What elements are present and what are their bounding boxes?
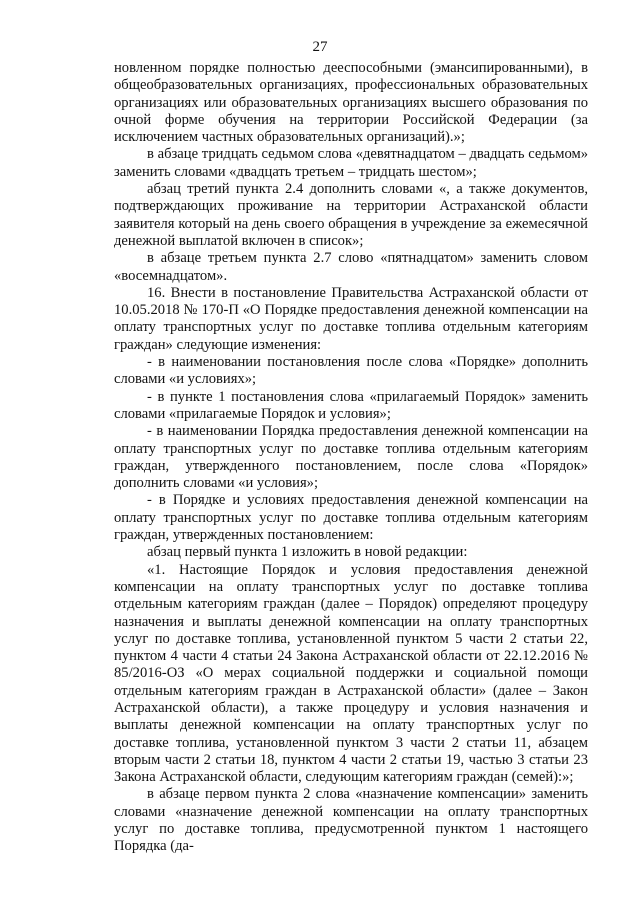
paragraph-new-edition-intro: абзац первый пункта 1 изложить в новой редакции: [147,544,468,561]
paragraph-amendment-2-4: абзац третий пункта 2.4 дополнить словами «, а также документов, подтверждающих проживание на территории Астраханской области заявителя который на день своего обращения в учреждение за ежемесячной денежной выплатой включен в список»; [114,181,588,249]
paragraph-item-16: 16. Внести в постановление Правительства Астраханской области от 10.05.2018 № 170-П «О Порядке предоставления денежной компенсации на оплату транспортных услуг по доставке топлива отдельным категориям граждан» следующие изменения: [114,284,588,353]
paragraph-bullet-3: - в наименовании Порядка предоставления денежной компенсации на оплату транспортных услуг по доставке топлива отдельным категориям граждан, утвержденного постановлением, после слова «Порядок» дополнить словами «и условия»; [114,423,588,492]
paragraph-item-2-amendment: в абзаце первом пункта 2 слова «назначение компенсации» заменить словами «назначение денежной компенсации на оплату транспортных услуг по доставке топлива, предусмотренной пунктом 1 настоящего Порядка (да- [114,786,588,855]
page-number: 27 [312,39,328,55]
paragraph-amendment-37: в абзаце тридцать седьмом слова «девятнадцатом – двадцать седьмом» заменить словами «двадцать третьем – тридцать шестом»; [114,146,588,180]
paragraph-bullet-1: - в наименовании постановления после слова «Порядке» дополнить словами «и условиях»; [114,354,588,388]
paragraph-quoted-item-1: «1. Настоящие Порядок и условия предоставления денежной компенсации на оплату транспортных услуг по доставке топлива отдельным категориям граждан (далее – Порядок) определяют процедуру назначения и выплаты денежной компенсации на оплату транспортных услуг по доставке топлива, установленной пунктом 5 части 2 статьи 22, пунктом 4 части 4 статьи 24 Закона Астраханской области от 22.12.2016 № 85/2016-ОЗ «О мерах социальной поддержки и социальной помощи отдельным категориям граждан в Астраханской области» (далее – Закон Астраханской области), а также процедуру и условия назначения и выплаты денежной компенсации на оплату транспортных услуг по доставке топлива, установленной пунктом 3 части 2 статьи 11, абзацем вторым части 2 статьи 18, пунктом 4 части 2 статьи 19, частью 3 статьи 23 Закона Астраханской области, следующим категориям граждан (семей):»; [114,561,588,786]
paragraph-bullet-4: - в Порядке и условиях предоставления денежной компенсации на оплату транспортных услуг по доставке топлива отдельным категориям граждан, утвержденных постановлением: [114,492,588,544]
paragraph-continuation: новленном порядке полностью дееспособными (эмансипированными), в общеобразовательных организациях, профессиональных образовательных организациях или образовательных организациях высшего образования по очной форме обучения на территории Российской Федерации (за исключением частных образовательных организаций).»; [114,60,588,146]
paragraph-amendment-2-7: в абзаце третьем пункта 2.7 слово «пятнадцатом» заменить словом «восемнадцатом». [114,250,588,284]
document-body [114,60,588,856]
paragraph-bullet-2: - в пункте 1 постановления слова «прилагаемый Порядок» заменить словами «прилагаемые Порядок и условия»; [114,388,588,422]
